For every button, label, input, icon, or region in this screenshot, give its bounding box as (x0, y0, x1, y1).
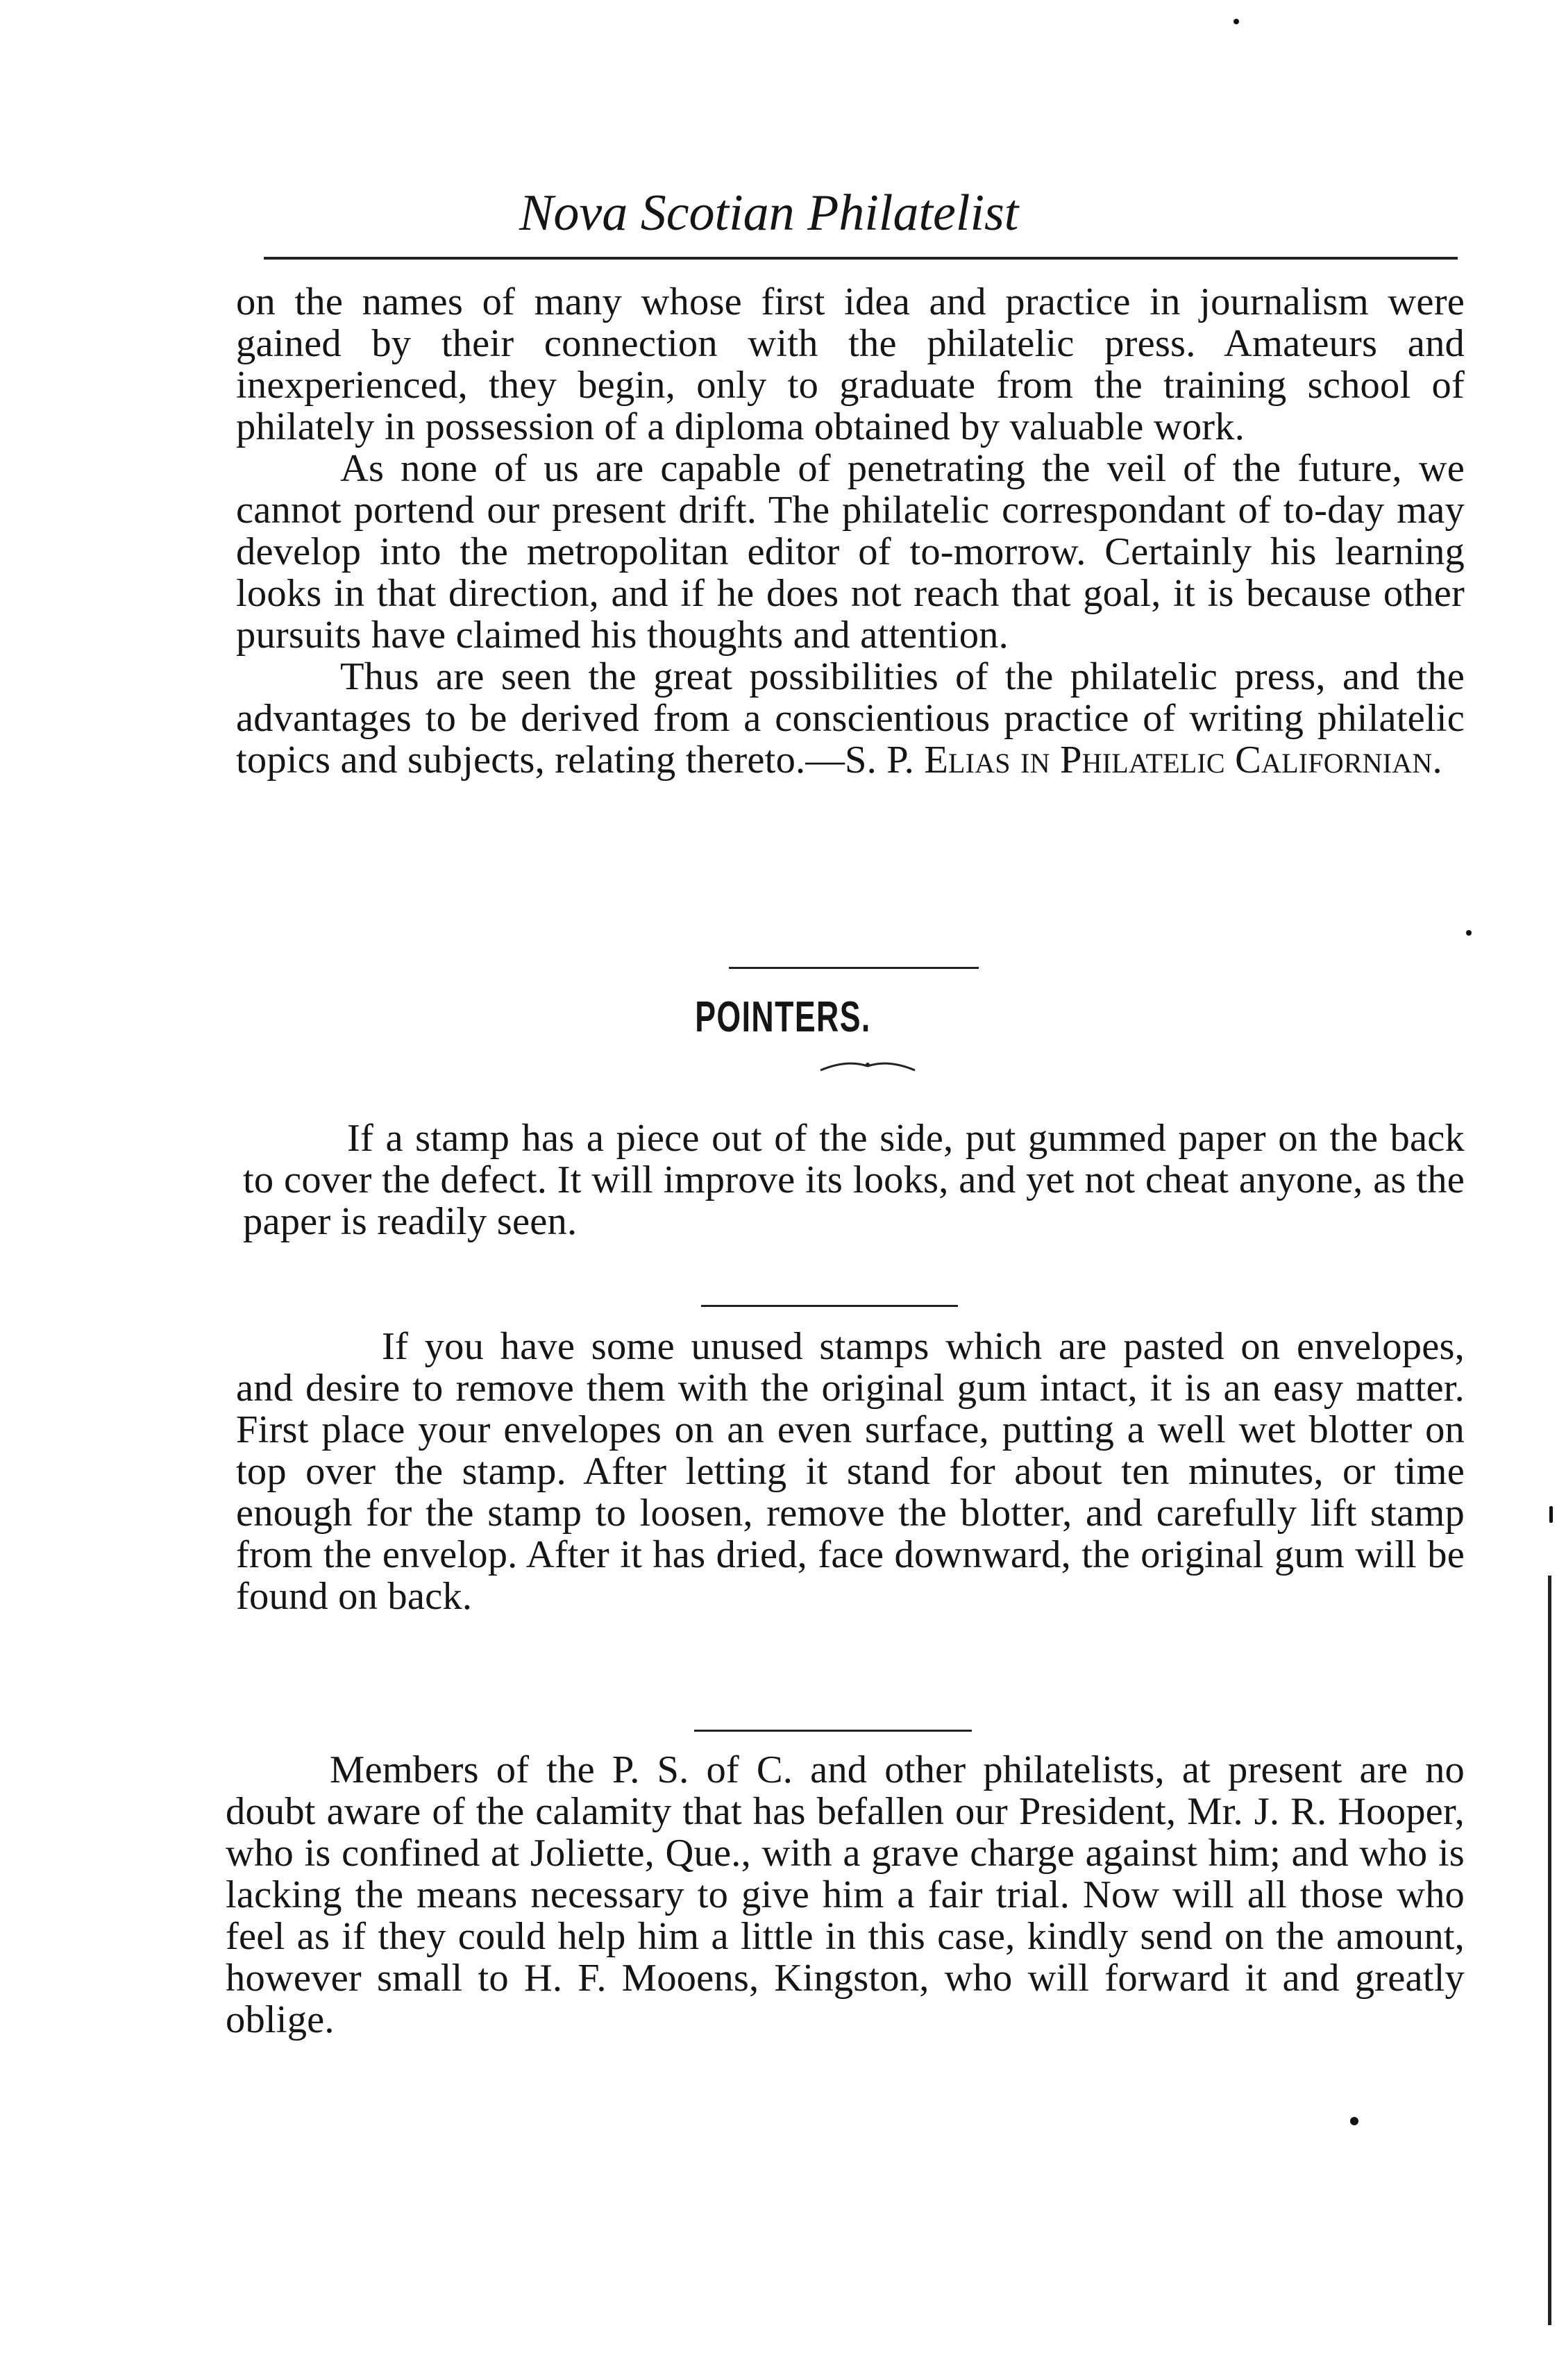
section-divider (729, 967, 979, 969)
paper-speck (1466, 930, 1472, 936)
paper-speck (1350, 2117, 1358, 2125)
flourish-ornament (819, 1055, 916, 1076)
paper-speck (1549, 1506, 1553, 1523)
article-paragraph-final (236, 656, 1465, 781)
pointer-item (226, 1749, 1465, 2041)
item-divider (694, 1730, 972, 1732)
running-title: Nova Scotian Philatelist (519, 185, 1019, 242)
article-paragraph-text: Thus are seen the great possibilities of the philatelic press, and the advantages to be derived from a conscientious practice of writing philatelic topics and subjects, relating thereto.—S. P. (236, 655, 1465, 782)
pointer-text: If you have some unused stamps which are pasted on envelopes, and desire to remove them with the original gum intact, it is an easy matter. First place your envelopes on an even surface, putting a well wet blotter on top over the stamp. After letting it stand for about ten minutes, or time enough for the stamp to loosen, remove the blotter, and carefully lift stamp from the envelop. After it has dried, face downward, the original gum will be found on back. (236, 1325, 1465, 1618)
article-paragraph: As none of us are capable of penetrating the veil of the future, we cannot portend our present drift. The philatelic correspondant of to-day may develop into the metropolitan editor of to-morrow. Certainly his learning looks in that direction, and if he does not reach that goal, it is because other pursuits have claimed his thoughts and attention. (236, 447, 1465, 657)
pointer-text: Members of the P. S. of C. and other philatelists, at present are no doubt aware of the calamity that has befallen our President, Mr. J. R. Hooper, who is confined at Joliette, Que., with a grave charge against him; and who is lacking the means necessary to give him a fair trial. Now will all those who feel as if they could help him a little in this case, kindly send on the amount, however small to H. F. Mooens, Kingston, who will forward it and greatly oblige. (226, 1748, 1465, 2041)
pointer-text: If a stamp has a piece out of the side, put gummed paper on the back to cover the defect. It will improve its looks, and yet not cheat anyone, as the paper is readily seen. (243, 1117, 1465, 1243)
paper-speck (1234, 19, 1239, 24)
item-divider (701, 1305, 958, 1307)
pointer-item (243, 1117, 1465, 1242)
pointer-item (236, 1326, 1465, 1617)
section-heading: POINTERS. (695, 993, 871, 1041)
header-rule (264, 257, 1458, 260)
margin-edge-line (1548, 1576, 1551, 2325)
article-attribution: Elias in Philatelic Californian. (924, 739, 1442, 782)
article-paragraph: on the names of many whose first idea and practice in journalism were gained by their connection with the philatelic press. Amateurs and inexperienced, they begin, only to graduate from the training school of philately in possession of a diploma obtained by valuable work. (236, 280, 1465, 448)
article-body (236, 281, 1465, 781)
